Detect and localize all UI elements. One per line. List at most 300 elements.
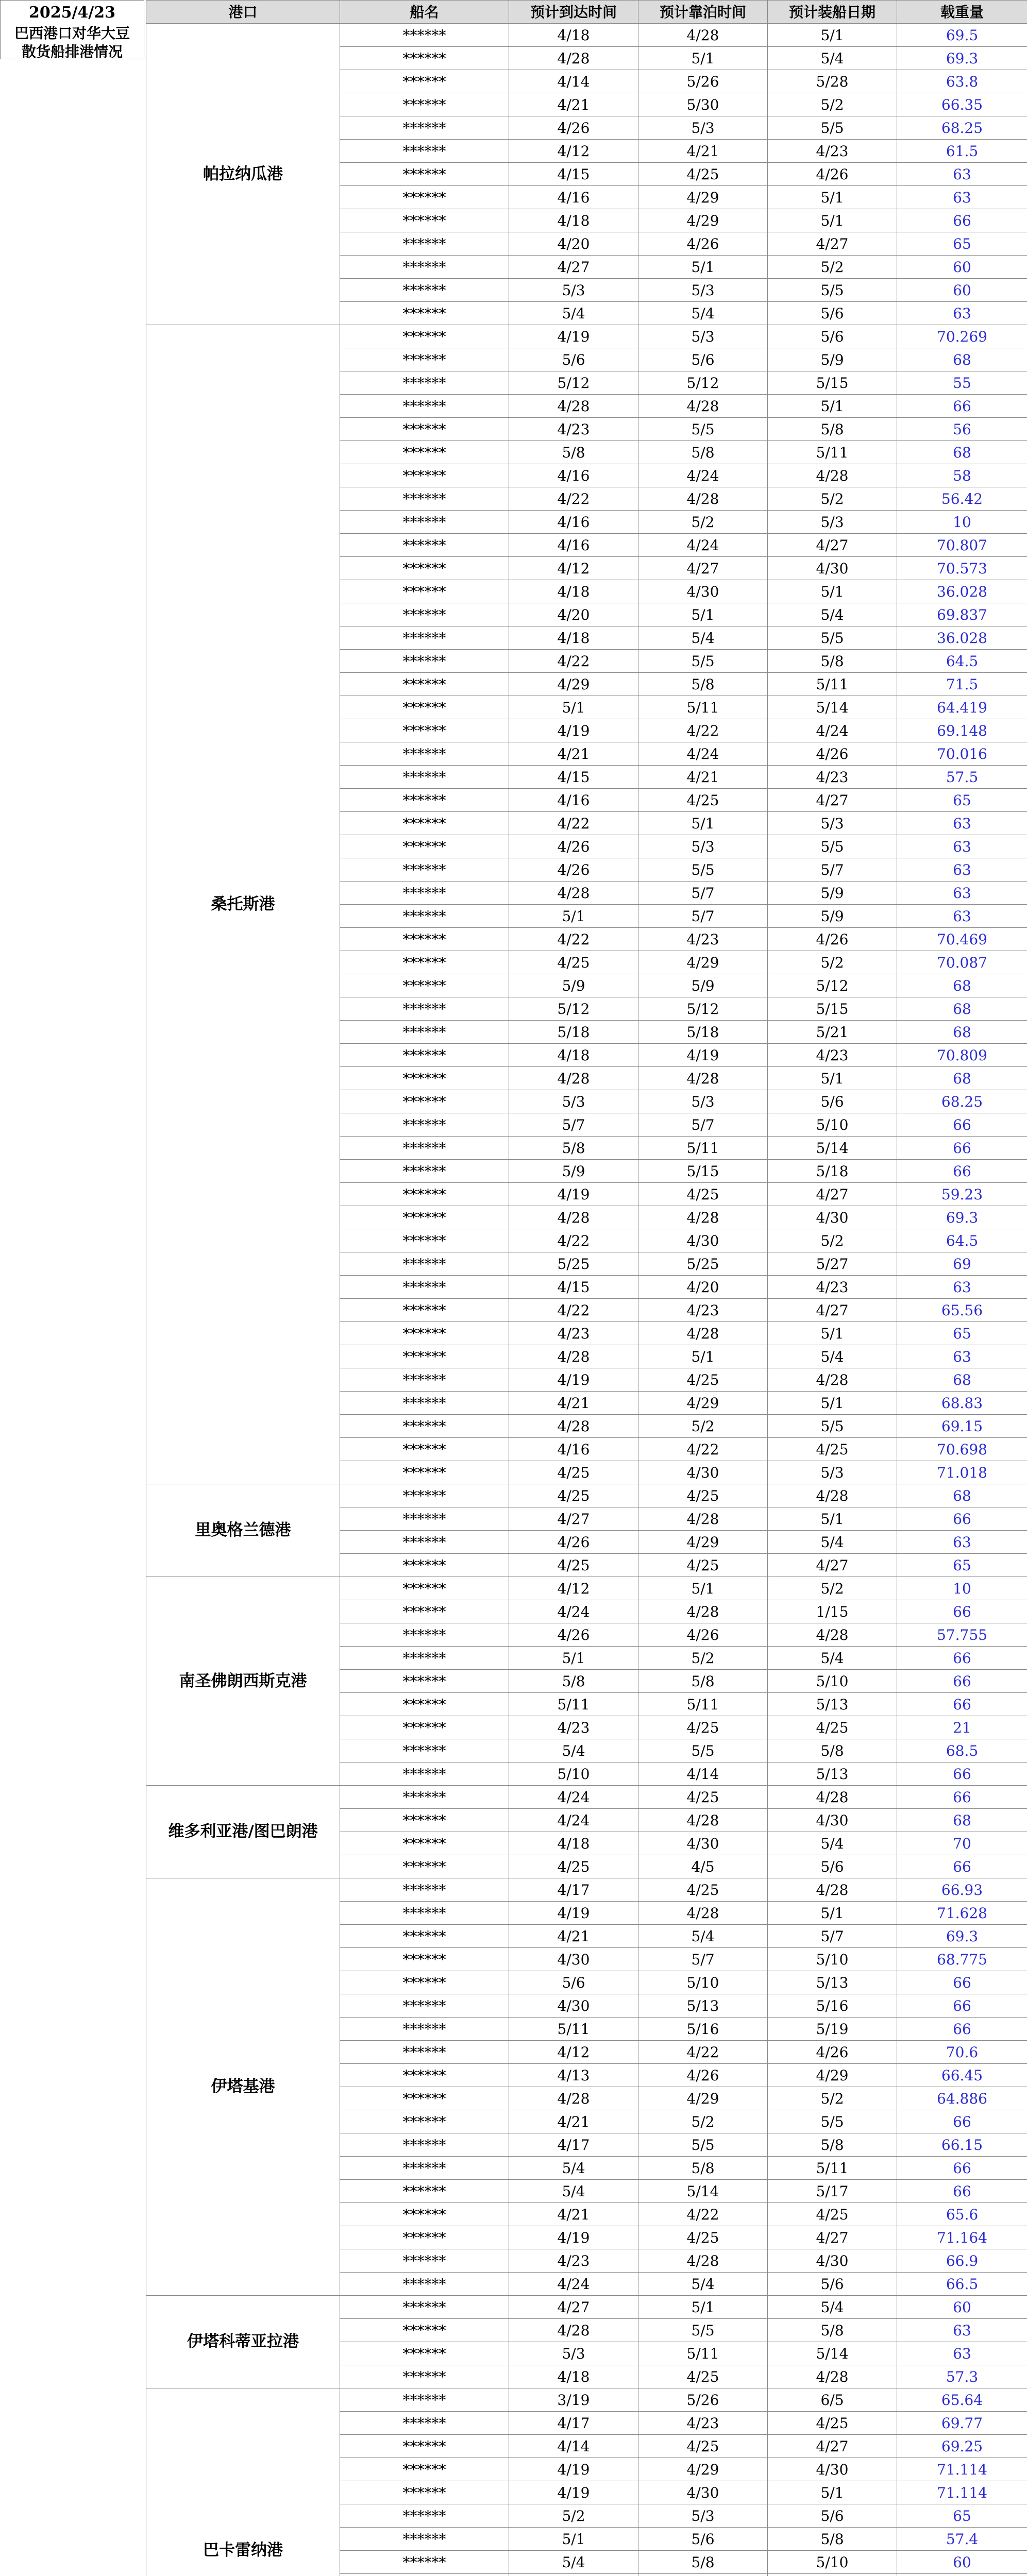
berthing-date-cell: 4/26 [638,2064,768,2087]
berthing-date-cell: 5/26 [638,70,768,93]
header-row [146,1,1027,24]
vessel-name-cell: ****** [340,1137,509,1160]
loading-date-cell: 5/2 [768,93,897,116]
berthing-date-cell: 5/1 [638,1345,768,1368]
vessel-name-cell: ****** [340,1878,509,1902]
eta-cell: 5/6 [509,348,638,371]
loading-date-cell: 4/27 [768,534,897,557]
vessel-name-cell: ****** [340,325,509,348]
berthing-date-cell: 5/4 [638,302,768,325]
loading-date-cell: 5/15 [768,371,897,395]
vessel-name-cell: ****** [340,557,509,580]
vessel-name-cell: ****** [340,1160,509,1183]
vessel-name-cell: ****** [340,1229,509,1252]
vessel-name-cell: ****** [340,2435,509,2458]
tonnage-cell: 58 [897,464,1027,487]
eta-cell: 3/19 [509,2388,638,2412]
vessel-name-cell: ****** [340,1971,509,1994]
berthing-date-cell: 5/5 [638,2133,768,2157]
tonnage-cell: 66.93 [897,1878,1027,1902]
vessel-name-cell: ****** [340,2528,509,2551]
loading-date-cell: 4/23 [768,140,897,163]
loading-date-cell: 5/1 [768,580,897,603]
eta-cell: 5/25 [509,1252,638,1276]
berthing-date-cell: 5/16 [638,2018,768,2041]
loading-date-cell: 5/5 [768,1415,897,1438]
loading-date-cell: 5/7 [768,1925,897,1948]
berthing-date-cell: 5/2 [638,1647,768,1670]
tonnage-cell: 70.087 [897,951,1027,974]
eta-cell: 4/22 [509,487,638,511]
loading-date-cell: 5/1 [768,1392,897,1415]
tonnage-cell: 10 [897,511,1027,534]
vessel-name-cell: ****** [340,186,509,209]
loading-date-cell: 5/3 [768,1461,897,1484]
loading-date-cell: 4/25 [768,2203,897,2226]
tonnage-cell: 68 [897,997,1027,1021]
loading-date-cell: 5/8 [768,418,897,441]
loading-date-cell: 5/1 [768,186,897,209]
loading-date-cell: 4/30 [768,1206,897,1229]
eta-cell: 4/24 [509,1786,638,1809]
loading-date-cell: 4/25 [768,1716,897,1739]
vessel-name-cell: ****** [340,256,509,279]
tonnage-cell: 70.016 [897,742,1027,766]
tonnage-cell: 68 [897,1368,1027,1392]
eta-cell: 5/10 [509,1762,638,1786]
vessel-name-cell: ****** [340,2087,509,2110]
loading-date-cell: 5/8 [768,2133,897,2157]
vessel-name-cell: ****** [340,789,509,812]
loading-date-cell: 4/24 [768,719,897,742]
berthing-date-cell: 4/23 [638,928,768,951]
vessel-name-cell: ****** [340,2412,509,2435]
tonnage-cell: 68.25 [897,116,1027,140]
tonnage-cell: 68.775 [897,1948,1027,1971]
loading-date-cell: 5/3 [768,812,897,835]
eta-cell: 4/22 [509,928,638,951]
vessel-name-cell: ****** [340,1623,509,1647]
vessel-name-cell: ****** [340,882,509,905]
loading-date-cell: 5/2 [768,1577,897,1600]
berthing-date-cell: 5/2 [638,511,768,534]
vessel-name-cell: ****** [340,70,509,93]
berthing-date-cell: 4/26 [638,232,768,256]
vessel-name-cell: ****** [340,742,509,766]
berthing-date-cell: 5/3 [638,116,768,140]
eta-cell: 4/19 [509,2458,638,2481]
vessel-name-cell: ****** [340,2064,509,2087]
tonnage-cell: 70 [897,1832,1027,1855]
berthing-date-cell: 5/6 [638,2528,768,2551]
tonnage-cell: 65.56 [897,1299,1027,1322]
port-name-cell: 帕拉纳瓜港 [146,24,340,325]
vessel-name-cell: ****** [340,1392,509,1415]
tonnage-cell: 68 [897,1809,1027,1832]
tonnage-cell: 10 [897,1577,1027,1600]
vessel-name-cell [340,2574,509,2576]
berthing-date-cell: 5/6 [638,348,768,371]
vessel-name-cell: ****** [340,1948,509,1971]
loading-date-cell: 5/9 [768,348,897,371]
berthing-date-cell: 5/8 [638,673,768,696]
eta-cell: 4/19 [509,1902,638,1925]
port-name-cell: 南圣佛朗西斯克港 [146,1577,340,1786]
loading-date-cell: 5/14 [768,2342,897,2365]
berthing-date-cell: 4/29 [638,2087,768,2110]
eta-cell: 4/24 [509,1600,638,1623]
tonnage-cell: 70.269 [897,325,1027,348]
eta-cell: 5/9 [509,974,638,997]
loading-date-cell: 5/11 [768,2157,897,2180]
loading-date-cell: 4/27 [768,1299,897,1322]
eta-cell: 4/17 [509,2412,638,2435]
berthing-date-cell: 4/28 [638,1507,768,1531]
tonnage-cell: 66 [897,2018,1027,2041]
loading-date-cell: 4/28 [768,1786,897,1809]
vessel-name-cell: ****** [340,2481,509,2504]
tonnage-cell: 65.64 [897,2388,1027,2412]
berthing-date-cell: 4/24 [638,534,768,557]
col-header-berthing: 预计靠泊时间 [638,1,768,24]
vessel-name-cell: ****** [340,1113,509,1137]
eta-cell: 5/9 [509,1160,638,1183]
loading-date-cell: 5/11 [768,673,897,696]
vessel-name-cell: ****** [340,580,509,603]
loading-date-cell: 5/4 [768,603,897,626]
berthing-date-cell: 4/29 [638,951,768,974]
tonnage-cell: 63 [897,2319,1027,2342]
eta-cell: 4/25 [509,1461,638,1484]
vessel-name-cell: ****** [340,1252,509,1276]
eta-cell: 4/17 [509,1878,638,1902]
loading-date-cell: 5/14 [768,1137,897,1160]
berthing-date-cell: 5/3 [638,835,768,858]
berthing-date-cell: 4/25 [638,1716,768,1739]
vessel-name-cell: ****** [340,1067,509,1090]
loading-date-cell: 4/23 [768,1044,897,1067]
vessel-name-cell: ****** [340,696,509,719]
eta-cell: 4/21 [509,742,638,766]
vessel-name-cell: ****** [340,1484,509,1507]
berthing-date-cell: 5/15 [638,1160,768,1183]
col-header-eta: 预计到达时间 [509,1,638,24]
loading-date-cell: 5/5 [768,116,897,140]
vessel-name-cell: ****** [340,418,509,441]
vessel-name-cell: ****** [340,1554,509,1577]
tonnage-cell: 68.83 [897,1392,1027,1415]
loading-date-cell: 4/27 [768,789,897,812]
loading-date-cell: 5/6 [768,2273,897,2296]
tonnage-cell: 63 [897,835,1027,858]
vessel-name-cell: ****** [340,1809,509,1832]
berthing-date-cell: 5/8 [638,2551,768,2574]
tonnage-cell: 69.77 [897,2412,1027,2435]
vessel-name-cell: ****** [340,650,509,673]
tonnage-cell: 63 [897,163,1027,186]
report-date: 2025/4/23 [28,4,116,22]
tonnage-cell: 64.5 [897,1229,1027,1252]
loading-date-cell: 5/4 [768,1531,897,1554]
vessel-name-cell: ****** [340,1925,509,1948]
col-header-loading: 预计装船日期 [768,1,897,24]
loading-date-cell: 5/1 [768,2481,897,2504]
berthing-date-cell: 5/12 [638,371,768,395]
tonnage-cell: 64.419 [897,696,1027,719]
loading-date-cell: 5/9 [768,905,897,928]
eta-cell: 4/12 [509,2041,638,2064]
eta-cell: 4/29 [509,673,638,696]
loading-date-cell: 5/6 [768,1090,897,1113]
tonnage-cell: 68 [897,1067,1027,1090]
eta-cell: 4/22 [509,1299,638,1322]
table-row [146,325,1027,348]
eta-cell: 4/28 [509,1206,638,1229]
berthing-date-cell: 4/29 [638,186,768,209]
tonnage-cell: 66 [897,395,1027,418]
vessel-name-cell: ****** [340,974,509,997]
eta-cell: 4/18 [509,2365,638,2388]
tonnage-cell: 21 [897,1716,1027,1739]
tonnage-cell [897,2574,1027,2576]
vessel-name-cell: ****** [340,673,509,696]
vessel-name-cell: ****** [340,2273,509,2296]
loading-date-cell: 4/23 [768,766,897,789]
port-name-cell: 伊塔基港 [146,1878,340,2296]
tonnage-cell: 60 [897,279,1027,302]
loading-date-cell: 5/10 [768,1113,897,1137]
loading-date-cell: 5/13 [768,1693,897,1716]
eta-cell: 5/1 [509,1647,638,1670]
berthing-date-cell: 4/30 [638,1461,768,1484]
tonnage-cell: 66.45 [897,2064,1027,2087]
eta-cell: 4/21 [509,2110,638,2133]
vessel-name-cell: ****** [340,441,509,464]
loading-date-cell: 5/5 [768,626,897,650]
eta-cell: 5/4 [509,1739,638,1762]
tonnage-cell: 71.114 [897,2458,1027,2481]
berthing-date-cell: 4/21 [638,140,768,163]
berthing-date-cell: 5/9 [638,974,768,997]
eta-cell: 4/16 [509,534,638,557]
loading-date-cell: 5/4 [768,1647,897,1670]
eta-cell: 4/15 [509,766,638,789]
berthing-date-cell: 4/22 [638,719,768,742]
eta-cell: 4/20 [509,232,638,256]
loading-date-cell: 5/2 [768,256,897,279]
eta-cell: 4/28 [509,1415,638,1438]
vessel-name-cell: ****** [340,209,509,232]
tonnage-cell: 57.3 [897,2365,1027,2388]
eta-cell: 4/21 [509,2203,638,2226]
berthing-date-cell: 4/28 [638,1902,768,1925]
vessel-name-cell: ****** [340,812,509,835]
berthing-date-cell: 4/25 [638,2226,768,2249]
eta-cell: 4/18 [509,626,638,650]
berthing-date-cell: 5/1 [638,2296,768,2319]
report-title-line-2: 散货船排港情况 [21,43,123,60]
vessel-name-cell: ****** [340,1507,509,1531]
vessel-name-cell: ****** [340,2365,509,2388]
tonnage-cell: 63 [897,1531,1027,1554]
berthing-date-cell: 4/25 [638,163,768,186]
vessel-name-cell: ****** [340,928,509,951]
eta-cell: 5/7 [509,1113,638,1137]
vessel-name-cell: ****** [340,2226,509,2249]
loading-date-cell: 6/5 [768,2388,897,2412]
loading-date-cell: 5/9 [768,882,897,905]
vessel-name-cell: ****** [340,2551,509,2574]
eta-cell: 4/25 [509,1484,638,1507]
loading-date-cell: 4/28 [768,1878,897,1902]
loading-date-cell: 4/27 [768,2226,897,2249]
eta-cell: 4/19 [509,1183,638,1206]
eta-cell: 5/1 [509,2528,638,2551]
loading-date-cell: 1/15 [768,1600,897,1623]
berthing-date-cell: 5/1 [638,47,768,70]
loading-date-cell: 5/28 [768,70,897,93]
vessel-name-cell: ****** [340,1531,509,1554]
berthing-date-cell: 5/1 [638,812,768,835]
eta-cell: 4/15 [509,1276,638,1299]
col-header-vessel: 船名 [340,1,509,24]
loading-date-cell: 5/2 [768,487,897,511]
loading-date-cell: 5/13 [768,1971,897,1994]
loading-date-cell: 5/18 [768,1160,897,1183]
eta-cell: 4/28 [509,2087,638,2110]
tonnage-cell: 66 [897,1113,1027,1137]
tonnage-cell: 66.5 [897,2273,1027,2296]
berthing-date-cell: 4/25 [638,1183,768,1206]
eta-cell: 4/27 [509,2296,638,2319]
berthing-date-cell: 4/29 [638,2458,768,2481]
port-name-cell: 巴卡雷纳港 [146,2388,340,2576]
berthing-date-cell: 5/8 [638,2157,768,2180]
berthing-date-cell: 4/23 [638,2412,768,2435]
eta-cell: 4/21 [509,1392,638,1415]
eta-cell: 4/19 [509,325,638,348]
vessel-name-cell: ****** [340,2458,509,2481]
loading-date-cell: 5/17 [768,2180,897,2203]
loading-date-cell: 4/28 [768,1484,897,1507]
loading-date-cell: 4/26 [768,742,897,766]
berthing-date-cell: 4/25 [638,2435,768,2458]
loading-date-cell: 5/12 [768,974,897,997]
loading-date-cell: 5/2 [768,2087,897,2110]
col-header-tonnage: 载重量 [897,1,1027,24]
berthing-date-cell: 4/24 [638,464,768,487]
vessel-name-cell: ****** [340,719,509,742]
tonnage-cell: 66 [897,1762,1027,1786]
eta-cell: 4/16 [509,186,638,209]
berthing-date-cell: 4/30 [638,1832,768,1855]
table-row [146,24,1027,47]
tonnage-cell: 66.35 [897,93,1027,116]
vessel-name-cell: ****** [340,1090,509,1113]
loading-date-cell: 5/8 [768,1739,897,1762]
vessel-name-cell: ****** [340,1716,509,1739]
vessel-name-cell: ****** [340,835,509,858]
vessel-name-cell: ****** [340,24,509,47]
tonnage-cell: 69.148 [897,719,1027,742]
eta-cell: 5/1 [509,696,638,719]
tonnage-cell: 64.886 [897,2087,1027,2110]
vessel-name-cell: ****** [340,2504,509,2528]
vessel-name-cell: ****** [340,1647,509,1670]
berthing-date-cell: 5/26 [638,2388,768,2412]
loading-date-cell: 4/27 [768,232,897,256]
tonnage-cell: 69.837 [897,603,1027,626]
berthing-date-cell: 4/28 [638,395,768,418]
tonnage-cell: 66 [897,1855,1027,1878]
loading-date-cell: 4/28 [768,464,897,487]
eta-cell: 4/16 [509,789,638,812]
tonnage-cell: 63 [897,858,1027,882]
berthing-date-cell: 5/5 [638,1739,768,1762]
tonnage-cell: 65 [897,789,1027,812]
loading-date-cell: 4/25 [768,1438,897,1461]
loading-date-cell: 4/29 [768,2064,897,2087]
tonnage-cell: 69.3 [897,47,1027,70]
loading-date-cell: 5/4 [768,1345,897,1368]
vessel-lineup-table [146,0,1027,2576]
vessel-name-cell: ****** [340,371,509,395]
eta-cell [509,2574,638,2576]
berthing-date-cell: 5/7 [638,905,768,928]
berthing-date-cell: 5/8 [638,1670,768,1693]
eta-cell: 4/18 [509,1044,638,1067]
berthing-date-cell: 4/30 [638,1229,768,1252]
eta-cell: 4/25 [509,1554,638,1577]
vessel-name-cell: ****** [340,1994,509,2018]
eta-cell: 4/16 [509,511,638,534]
berthing-date-cell: 5/5 [638,418,768,441]
table-row [146,1484,1027,1507]
berthing-date-cell: 4/25 [638,2365,768,2388]
vessel-name-cell: ****** [340,1670,509,1693]
berthing-date-cell: 4/25 [638,789,768,812]
loading-date-cell: 4/28 [768,2365,897,2388]
tonnage-cell: 65 [897,1322,1027,1345]
vessel-name-cell: ****** [340,997,509,1021]
loading-date-cell: 4/30 [768,557,897,580]
eta-cell: 4/28 [509,2319,638,2342]
eta-cell: 5/2 [509,2504,638,2528]
berthing-date-cell: 5/4 [638,2273,768,2296]
loading-date-cell: 5/8 [768,2528,897,2551]
berthing-date-cell: 5/8 [638,441,768,464]
vessel-name-cell: ****** [340,395,509,418]
eta-cell: 4/23 [509,1716,638,1739]
eta-cell: 4/21 [509,93,638,116]
loading-date-cell: 4/27 [768,1554,897,1577]
tonnage-cell: 68 [897,441,1027,464]
vessel-name-cell: ****** [340,2249,509,2273]
eta-cell: 4/12 [509,140,638,163]
tonnage-cell: 57.5 [897,766,1027,789]
berthing-date-cell: 4/25 [638,1368,768,1392]
berthing-date-cell: 4/29 [638,1392,768,1415]
vessel-name-cell: ****** [340,93,509,116]
berthing-date-cell: 5/3 [638,325,768,348]
tonnage-cell: 66 [897,1786,1027,1809]
tonnage-cell: 66 [897,1647,1027,1670]
tonnage-cell: 63 [897,1276,1027,1299]
loading-date-cell: 5/2 [768,1229,897,1252]
vessel-name-cell: ****** [340,116,509,140]
eta-cell: 4/26 [509,1531,638,1554]
berthing-date-cell: 5/3 [638,1090,768,1113]
